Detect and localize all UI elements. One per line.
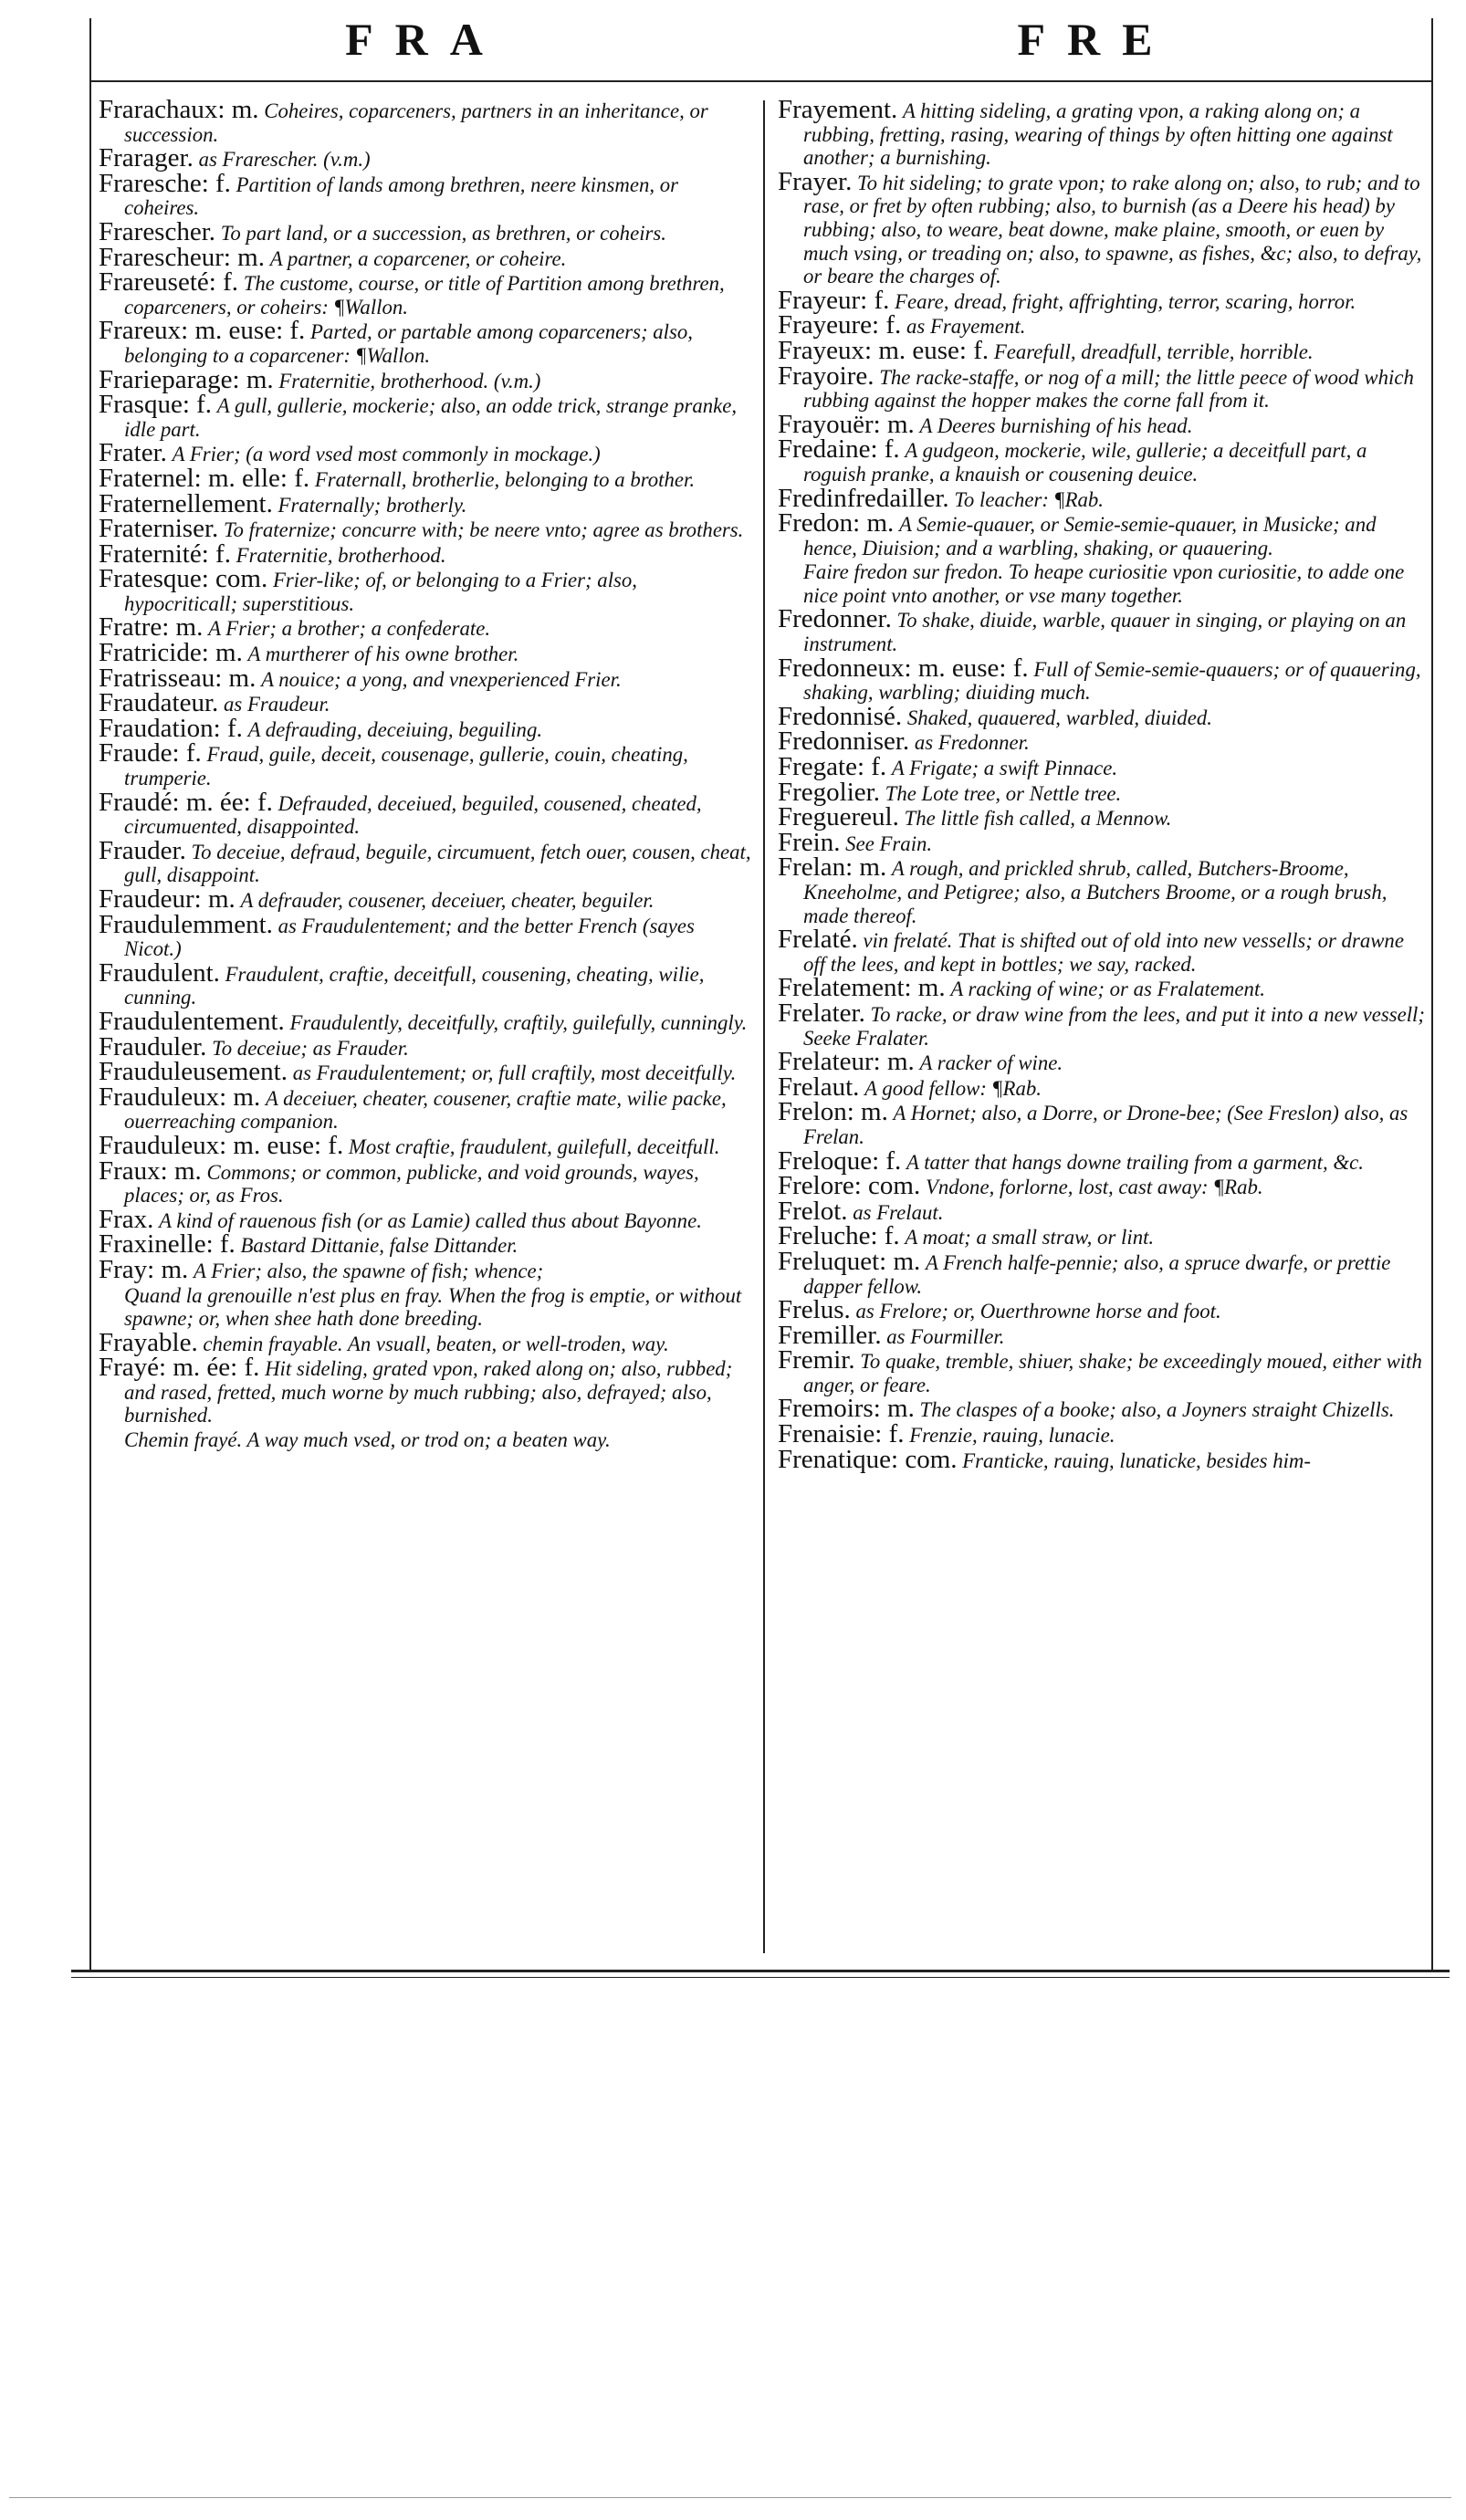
headword: Frauduleusement. <box>99 1057 288 1087</box>
dictionary-entry <box>778 852 1426 927</box>
headword: Frareuseté: f. <box>99 267 238 298</box>
headword: Frayement. <box>778 99 898 124</box>
headword: Freluche: f. <box>778 1221 900 1251</box>
headword: Fraudé: m. ée: f. <box>99 787 273 817</box>
footer-rule-thin <box>71 1977 1450 1978</box>
headword: Freguereul. <box>778 802 899 832</box>
headword: Frelus. <box>778 1295 851 1325</box>
headword: Frauduleux: m. <box>99 1082 261 1112</box>
headword: Fraudeur: m. <box>99 884 236 914</box>
definition: A defrauder, cousener, deceiuer, cheater, beguiler. <box>240 889 654 912</box>
definition: To part land, or a succession, as brethren, or coheirs. <box>220 221 666 245</box>
definition: The Lote tree, or Nettle tree. <box>885 781 1122 805</box>
headword: Fraudation: f. <box>99 713 243 743</box>
definition: A Hornet; also, a Dorre, or Drone-bee; (See Freslon) also, as Frelan. <box>803 1102 1408 1148</box>
definition: Chemin frayé. A way much vsed, or trod on; a beaten way. <box>124 1428 611 1452</box>
definition: Partition of lands among brethren, neere kinsmen, or coheires. <box>124 173 679 220</box>
headword: Frayouër: m. <box>778 409 915 439</box>
dictionary-entry <box>99 514 754 544</box>
header-left: FRA <box>345 14 505 65</box>
headword: Frelateur: m. <box>778 1047 915 1077</box>
headword: Fraxinelle: f. <box>99 1229 236 1260</box>
headword: Fredonneux: m. euse: f. <box>778 653 1029 683</box>
headword: Fraudulemment. <box>99 909 273 939</box>
dictionary-entry <box>99 242 754 272</box>
dictionary-entry <box>99 1155 754 1208</box>
dictionary-entry <box>778 727 1426 757</box>
headword: Fremiller. <box>778 1320 882 1350</box>
dictionary-entry <box>778 1047 1426 1077</box>
dictionary-entry <box>99 143 754 173</box>
definition: Franticke, rauing, lunaticke, besides him- <box>962 1448 1311 1472</box>
dictionary-entry <box>99 316 754 367</box>
dictionary-entry <box>99 1130 754 1160</box>
headword: Fregolier. <box>778 777 880 807</box>
definition: chemin frayable. An vsuall, beaten, or well-troden, way. <box>203 1332 669 1355</box>
definition: To leacher: ¶Rab. <box>954 487 1105 511</box>
headword: Frarescheur: m. <box>99 242 265 272</box>
scan-edge-line <box>9 2497 1451 2498</box>
definition: Fraud, guile, deceit, cousenage, gullerie, couin, cheating, trumperie. <box>124 743 688 790</box>
dictionary-entry <box>99 1057 754 1087</box>
dictionary-entry <box>99 688 754 718</box>
dictionary-entry <box>778 409 1426 439</box>
definition: A Frigate; a swift Pinnace. <box>891 757 1118 780</box>
definition: A Frier; also, the spawne of fish; whence; <box>193 1259 544 1282</box>
dictionary-entry <box>778 1295 1426 1325</box>
dictionary-entry <box>778 973 1426 1003</box>
definition: A racker of wine. <box>919 1051 1063 1075</box>
headword: Frarager. <box>99 143 194 173</box>
definition: A hitting sideling, a grating vpon, a raking along on; a rubbing, fretting, rasing, wearing of things by often hitting one against another; a burnishing. <box>803 99 1393 170</box>
headword: Fratrisseau: m. <box>99 663 257 693</box>
dictionary-entry <box>778 508 1426 559</box>
headword: Frein. <box>778 827 841 857</box>
definition: The claspes of a booke; also, a Joyners straight Chizells. <box>919 1398 1395 1422</box>
definition: A partner, a coparcener, or coheire. <box>269 246 567 270</box>
definition: To shake, diuide, warble, quauer in singing, or playing on an instrument. <box>803 609 1407 656</box>
left-column <box>99 99 754 1961</box>
dictionary-entry <box>99 713 754 743</box>
definition: Hit sideling, grated vpon, raked along on; also, rubbed; and rased, fretted, much worne by much rubbing; also, defrayed; also, burnished. <box>124 1357 733 1427</box>
dictionary-entry <box>99 390 754 441</box>
dictionary-entry <box>99 1428 754 1452</box>
definition: Coheires, coparceners, partners in an inheritance, or succession. <box>124 99 708 146</box>
definition: Feare, dread, fright, affrighting, terror, scaring, horror. <box>895 289 1356 313</box>
dictionary-entry <box>99 884 754 914</box>
dictionary-entry <box>99 909 754 961</box>
headword: Frauduleux: m. euse: f. <box>99 1130 344 1160</box>
definition: To hit sideling; to grate vpon; to rake along on; also, to rub; and to rase, or fret by often rubbing; also, to burnish (as a Deere his head) by rubbing; also, to weare, beat downe, make plaine, smooth, or euen by much vsing, or treading on; also, to spawne, as fishes, &c; also, to defray, or beare the charges of. <box>803 171 1422 288</box>
header-rule <box>89 80 1431 82</box>
headword: Frelot. <box>778 1196 848 1226</box>
dictionary-entry <box>778 1221 1426 1251</box>
definition: Shaked, quauered, warbled, diuided. <box>906 706 1212 729</box>
dictionary-entry <box>778 1394 1426 1424</box>
dictionary-entry <box>99 738 754 790</box>
dictionary-entry <box>99 488 754 518</box>
definition: A nouice; a yong, and vnexperienced Frier. <box>261 667 622 691</box>
headword: Fremoirs: m. <box>778 1394 915 1424</box>
dictionary-entry <box>778 752 1426 782</box>
headword: Frayeure: f. <box>778 310 902 340</box>
dictionary-entry <box>778 285 1426 315</box>
headword: Fremir. <box>778 1345 855 1375</box>
headword: Frax. <box>99 1204 154 1234</box>
headword: Frelatement: m. <box>778 973 946 1003</box>
definition: Fraternall, brotherlie, belonging to a brother. <box>314 467 696 491</box>
definition: as Frarescher. (v.m.) <box>198 148 371 172</box>
definition: A French halfe-pennie; also, a spruce dwarfe, or prettie dapper fellow. <box>803 1250 1391 1298</box>
headword: Fraudulentement. <box>99 1006 285 1036</box>
headword: Frenaisie: f. <box>778 1419 905 1449</box>
dictionary-entry <box>778 604 1426 656</box>
headword: Frayer. <box>778 166 853 196</box>
dictionary-entry <box>778 653 1426 705</box>
definition: A tatter that hangs downe trailing from a garment, &c. <box>906 1150 1364 1174</box>
frame-left-border <box>89 18 91 1971</box>
definition: A gudgeon, mockerie, wile, gullerie; a deceitfull part, a roguish pranke, a knauish or cousening deuice. <box>803 439 1367 486</box>
definition: as Frelaut. <box>853 1200 944 1224</box>
definition: Fraternally; brotherly. <box>277 493 467 517</box>
dictionary-entry <box>99 539 754 569</box>
headword: Freluquet: m. <box>778 1246 921 1276</box>
headword: Frelaté. <box>778 925 858 955</box>
headword: Fraux: m. <box>99 1155 202 1186</box>
dictionary-entry <box>778 1196 1426 1226</box>
frame-right-border <box>1431 18 1433 1971</box>
definition: To quake, tremble, shiuer, shake; be exceedingly moued, either with anger, or feare. <box>803 1350 1422 1396</box>
dictionary-entry <box>99 663 754 693</box>
definition: To deceiue, defraud, beguile, circumuent, fetch ouer, cousen, cheat, gull, disappoint. <box>124 840 751 887</box>
headword: Frelan: m. <box>778 852 887 883</box>
headword: Fregate: f. <box>778 752 887 782</box>
dictionary-entry <box>99 99 754 146</box>
definition: To deceiue; as Frauder. <box>212 1036 409 1060</box>
dictionary-entry <box>778 1419 1426 1449</box>
headword: Fraternel: m. elle: f. <box>99 463 310 493</box>
dictionary-entry <box>99 364 754 394</box>
headword: Fraresche: f. <box>99 168 231 198</box>
headword: Frayé: m. ée: f. <box>99 1353 260 1383</box>
definition: A good fellow: ¶Rab. <box>864 1076 1042 1100</box>
dictionary-entry <box>778 925 1426 976</box>
dictionary-entry <box>778 1345 1426 1396</box>
dictionary-entry <box>778 434 1426 486</box>
dictionary-entry <box>99 267 754 319</box>
dictionary-entry <box>99 216 754 246</box>
dictionary-entry <box>99 438 754 468</box>
dictionary-entry <box>99 1006 754 1036</box>
header-right: FRE <box>1017 14 1175 65</box>
headword: Frenatique: com. <box>778 1444 958 1474</box>
dictionary-entry <box>778 827 1426 857</box>
headword: Fraudulent. <box>99 957 220 988</box>
definition: Frier-like; of, or belonging to a Frier; also, hypocriticall; superstitious. <box>124 569 638 615</box>
dictionary-entry <box>99 1082 754 1134</box>
definition: To racke, or draw wine from the lees, and put it into a new vessell; Seeke Fralater. <box>803 1002 1425 1050</box>
dictionary-entry <box>778 361 1426 413</box>
headword: Frarieparage: m. <box>99 364 274 394</box>
headword: Fratre: m. <box>99 612 204 643</box>
dictionary-entry <box>778 1246 1426 1298</box>
dictionary-entry <box>99 638 754 668</box>
definition: as Frayement. <box>906 315 1026 339</box>
definition: A deceiuer, cheater, cousener, craftie mate, wilie packe, ouerreaching companion. <box>124 1086 727 1134</box>
headword: Frelon: m. <box>778 1097 888 1127</box>
dictionary-entry <box>99 1254 754 1284</box>
headword: Frauduler. <box>99 1031 207 1061</box>
definition: Fraudulent, craftie, deceitfull, cousening, cheating, wilie, cunning. <box>124 962 705 1009</box>
definition: A Frier; (a word vsed most commonly in mockage.) <box>172 443 601 466</box>
definition: The custome, course, or title of Partition among brethren, coparceners, or coheirs: ¶Wallon. <box>124 272 725 319</box>
dictionary-entry <box>778 483 1426 513</box>
definition: Bastard Dittanie, false Dittander. <box>240 1234 518 1258</box>
headword: Fraterniser. <box>99 514 219 544</box>
definition: Commons; or common, publicke, and void grounds, wayes, places; or, as Fros. <box>124 1160 699 1208</box>
headword: Fraude: f. <box>99 738 202 769</box>
headword: Fredonniser. <box>778 727 910 757</box>
dictionary-entry <box>99 612 754 643</box>
definition: as Fourmiller. <box>886 1324 1005 1348</box>
headword: Fraternellement. <box>99 488 273 518</box>
dictionary-entry <box>99 168 754 220</box>
headword: Frauder. <box>99 835 186 865</box>
dictionary-entry <box>99 463 754 493</box>
dictionary-entry <box>778 802 1426 832</box>
headword: Fraternité: f. <box>99 539 231 569</box>
running-header <box>89 13 1431 77</box>
definition: as Fraudeur. <box>223 693 330 716</box>
definition: Fraudulently, deceitfully, craftily, guilefully, cunningly. <box>289 1010 748 1034</box>
headword: Fraudateur. <box>99 688 219 718</box>
dictionary-entry <box>778 777 1426 807</box>
definition: Fraternitie, brotherhood. (v.m.) <box>278 369 541 392</box>
dictionary-entry <box>99 1229 754 1260</box>
dictionary-entry <box>778 99 1426 170</box>
headword: Fratesque: com. <box>99 564 268 594</box>
definition: A kind of rauenous fish (or as Lamie) called thus about Bayonne. <box>159 1208 702 1232</box>
headword: Frareux: m. euse: f. <box>99 316 306 346</box>
definition: Fraternitie, brotherhood. <box>236 543 446 567</box>
dictionary-entry <box>778 998 1426 1050</box>
headword: Frelore: com. <box>778 1171 921 1201</box>
definition: Frenzie, rauing, lunacie. <box>909 1424 1115 1448</box>
definition: as Fredonner. <box>914 731 1030 755</box>
definition: Vndone, forlorne, lost, cast away: ¶Rab. <box>925 1176 1263 1199</box>
definition: Most craftie, fraudulent, guilefull, deceitfull. <box>348 1135 720 1158</box>
dictionary-entry <box>99 1204 754 1234</box>
headword: Frelaut. <box>778 1072 860 1102</box>
dictionary-entry <box>778 1145 1426 1176</box>
definition: Quand la grenouille n'est plus en fray. When the frog is emptie, or without spawne; or, when shee hath done breeding. <box>124 1283 742 1331</box>
headword: Fredinfredailler. <box>778 483 949 513</box>
headword: Frarescher. <box>99 216 216 246</box>
definition: The racke-staffe, or nog of a mill; the little peece of wood which rubbing against the hopper makes the corne fall from it. <box>803 365 1414 413</box>
definition: A Deeres burnishing of his head. <box>919 413 1193 437</box>
headword: Frelater. <box>778 998 865 1028</box>
definition: A moat; a small straw, or lint. <box>905 1226 1155 1250</box>
headword: Freloque: f. <box>778 1145 902 1176</box>
headword: Fredon: m. <box>778 508 895 539</box>
dictionary-entry <box>778 310 1426 340</box>
dictionary-entry <box>778 335 1426 365</box>
definition: as Frelore; or, Ouerthrowne horse and foot. <box>855 1300 1221 1323</box>
definition: See Frain. <box>845 831 933 855</box>
headword: Frayoire. <box>778 361 874 391</box>
definition: A defrauding, deceiuing, beguiling. <box>247 717 543 741</box>
headword: Frater. <box>99 438 167 468</box>
definition: as Fraudulentement; or, full craftily, most deceitfully. <box>292 1061 737 1085</box>
dictionary-entry <box>778 166 1426 288</box>
dictionary-entry <box>99 957 754 1009</box>
definition: Defrauded, deceiued, beguiled, cousened, cheated, circumuented, disappointed. <box>124 791 702 839</box>
headword: Fray: m. <box>99 1254 189 1284</box>
dictionary-entry <box>99 1327 754 1357</box>
dictionary-entry <box>778 1097 1426 1148</box>
dictionary-entry <box>778 1320 1426 1350</box>
dictionary-entry <box>99 787 754 839</box>
headword: Fredaine: f. <box>778 434 900 465</box>
dictionary-entry <box>99 1353 754 1427</box>
headword: Frarachaux: m. <box>99 99 259 124</box>
footer-rule <box>71 1970 1450 1972</box>
definition: To fraternize; concurre with; be neere vnto; agree as brothers. <box>223 518 744 542</box>
definition: Parted, or partable among coparceners; also, belonging to a coparcener: ¶Wallon. <box>124 320 693 367</box>
definition: A gull, gullerie, mockerie; also, an odde trick, strange pranke, idle part. <box>124 394 738 441</box>
headword: Frasque: f. <box>99 390 213 420</box>
dictionary-entry <box>778 1171 1426 1201</box>
dictionary-entry <box>778 701 1426 731</box>
headword: Fratricide: m. <box>99 638 243 668</box>
dictionary-entry <box>99 564 754 615</box>
definition: A racking of wine; or as Fralatement. <box>950 978 1265 1001</box>
headword: Frayable. <box>99 1327 198 1357</box>
headword: Frayeux: m. euse: f. <box>778 335 990 365</box>
definition: A murtherer of his owne brother. <box>247 643 519 666</box>
definition: A rough, and prickled shrub, called, Butchers-Broome, Kneeholme, and Petigree; also, a Butchers Broome, or a rough brush, made thereof. <box>803 857 1387 927</box>
headword: Fredonnisé. <box>778 701 903 731</box>
definition: vin frelaté. That is shifted out of old into new vessells; or drawne off the lees, and kept in bottles; we say, racked. <box>803 929 1404 976</box>
dictionary-entry <box>778 1072 1426 1102</box>
dictionary-entry <box>778 560 1426 607</box>
definition: Faire fredon sur fredon. To heape curiositie vpon curiositie, to adde one nice point vnto another, or vse many together. <box>803 560 1405 607</box>
right-column <box>778 99 1426 1961</box>
headword: Fredonner. <box>778 604 892 634</box>
definition: The little fish called, a Mennow. <box>904 807 1172 831</box>
definition: A Semie-quauer, or Semie-semie-quauer, in Musicke; and hence, Diuision; and a warbling, shaking, or quauering. <box>803 513 1377 559</box>
headword: Frayeur: f. <box>778 285 890 315</box>
definition: A Frier; a brother; a confederate. <box>208 617 491 641</box>
definition: Fearefull, dreadfull, terrible, horrible. <box>993 340 1314 363</box>
dictionary-entry <box>99 1031 754 1061</box>
dictionary-entry <box>99 835 754 887</box>
definition: Full of Semie-semie-quauers; or of quauering, shaking, warbling; diuiding much. <box>803 657 1421 705</box>
dictionary-entry <box>99 1284 754 1331</box>
dictionary-entry <box>778 1444 1426 1474</box>
definition: as Fraudulentement; and the better French (sayes Nicot.) <box>124 914 695 961</box>
column-divider <box>763 100 765 1953</box>
